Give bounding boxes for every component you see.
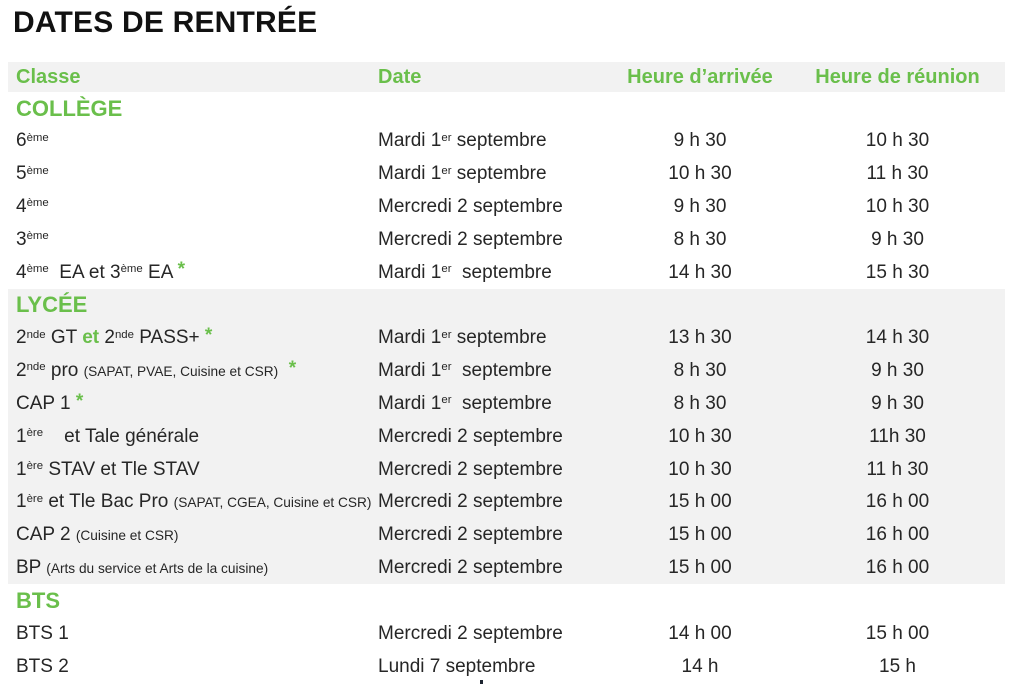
heure-arrivee-cell: 10 h 30 [668, 163, 732, 185]
heure-reunion-cell: 16 h 00 [865, 524, 930, 546]
text-segment: septembre [451, 327, 547, 349]
classe-cell [8, 196, 378, 218]
text-segment: 1 [16, 458, 27, 480]
table-row [8, 125, 1005, 158]
heure-arrivee-cell: 9 h 30 [673, 195, 727, 217]
text-segment: et [82, 327, 100, 349]
classe-cell [8, 259, 378, 284]
text-segment: 6 [16, 130, 27, 152]
heure-arrivee-cell: 10 h 30 [668, 425, 732, 447]
classe-cell [8, 623, 378, 645]
text-segment: Lundi 7 septembre [378, 655, 536, 677]
text-segment: 1 [16, 425, 27, 447]
column-header-classe: Classe [16, 65, 81, 88]
text-segment: Mardi 1 [378, 360, 442, 382]
date-cell [378, 196, 610, 218]
classe-cell [8, 459, 378, 481]
classe-cell [8, 327, 378, 349]
text-segment: Mardi 1 [378, 130, 442, 152]
table-body [8, 92, 1005, 683]
heure-reunion-cell: 11h 30 [869, 425, 926, 447]
date-cell [378, 130, 610, 152]
classe-cell [8, 426, 378, 448]
table-header-row [8, 62, 1005, 92]
text-segment: er [441, 131, 452, 144]
text-segment: Mercredi 2 septembre [378, 524, 563, 546]
text-segment: Mercredi 2 septembre [378, 458, 563, 480]
text-segment: septembre [451, 392, 552, 414]
date-cell [378, 393, 610, 415]
text-segment: ème [26, 262, 49, 275]
heure-arrivee-cell: 8 h 30 [673, 360, 727, 382]
classe-cell [8, 557, 378, 579]
text-segment: Mercredi 2 septembre [378, 195, 563, 217]
text-segment: nde [114, 328, 134, 341]
heure-arrivee-cell: 8 h 30 [673, 392, 727, 414]
column-header-heure-arrivee: Heure d’arrivée [627, 65, 773, 88]
text-segment: 2 [16, 327, 27, 349]
schedule-table [8, 62, 1005, 683]
table-row [8, 158, 1005, 191]
text-segment: er [441, 361, 452, 374]
text-segment: ème [120, 262, 143, 275]
heure-reunion-cell: 16 h 00 [865, 556, 930, 578]
text-segment: Mardi 1 [378, 261, 442, 283]
heure-reunion-cell: 10 h 30 [865, 195, 930, 217]
text-segment: BP [16, 556, 47, 578]
table-row [8, 486, 1005, 519]
text-segment: ère [26, 427, 44, 440]
text-segment: 4 [16, 261, 27, 283]
table-row [8, 519, 1005, 552]
asterisk-marker: * [177, 259, 186, 281]
text-segment: (Arts du service et Arts de la cuisine) [46, 560, 269, 576]
date-cell [378, 524, 610, 546]
text-segment: CAP 1 [16, 392, 76, 414]
table-row [8, 223, 1005, 256]
text-segment: septembre [451, 360, 552, 382]
classe-cell [8, 491, 378, 513]
table-row [8, 650, 1005, 683]
heure-reunion-cell: 14 h 30 [865, 327, 930, 349]
text-segment: BTS 2 [16, 655, 69, 677]
stray-mark [480, 680, 483, 684]
text-segment: septembre [451, 130, 547, 152]
table-row [8, 388, 1005, 421]
section-header-bts: BTS [16, 587, 60, 613]
text-segment: nde [26, 361, 46, 374]
date-cell [378, 656, 610, 678]
heure-reunion-cell: 9 h 30 [871, 392, 924, 414]
table-row [8, 420, 1005, 453]
date-cell [378, 360, 610, 382]
text-segment: pro [45, 360, 84, 382]
text-segment: Mardi 1 [378, 327, 442, 349]
column-header-heure-reunion: Heure de réunion [815, 65, 980, 88]
text-segment: ème [26, 197, 49, 210]
table-row [8, 453, 1005, 486]
text-segment: ème [26, 164, 49, 177]
date-cell [378, 229, 610, 251]
text-segment: et Tle Bac Pro [43, 491, 174, 513]
heure-arrivee-cell: 13 h 30 [668, 327, 732, 349]
section-college [8, 92, 1005, 289]
text-segment: Mercredi 2 septembre [378, 556, 563, 578]
text-segment: septembre [451, 163, 547, 185]
heure-reunion-cell: 9 h 30 [871, 228, 924, 250]
text-segment [278, 360, 289, 381]
heure-reunion-cell: 15 h 30 [865, 261, 930, 283]
text-segment: 2 [16, 360, 27, 382]
text-segment: er [441, 164, 452, 177]
table-row [8, 355, 1005, 388]
heure-arrivee-cell: 14 h 00 [668, 622, 732, 644]
text-segment: ème [26, 230, 49, 243]
page-title: DATES DE RENTRÉE [13, 6, 318, 39]
date-cell [378, 163, 610, 185]
text-segment: nde [26, 328, 46, 341]
text-segment: (SAPAT, CGEA, Cuisine et CSR) [173, 495, 372, 511]
date-cell [378, 557, 610, 579]
text-segment: 2 [99, 327, 115, 349]
table-row [8, 256, 1005, 289]
text-segment: er [441, 328, 452, 341]
classe-cell [8, 524, 378, 546]
heure-reunion-cell: 11 h 30 [866, 458, 929, 480]
text-segment: CAP 2 [16, 524, 76, 546]
text-segment: STAV et Tle STAV [43, 458, 200, 480]
text-segment: ère [26, 492, 44, 505]
heure-arrivee-cell: 9 h 30 [673, 130, 727, 152]
text-segment: Mercredi 2 septembre [378, 622, 563, 644]
heure-reunion-cell: 16 h 00 [865, 491, 930, 513]
text-segment: Mercredi 2 septembre [378, 425, 563, 447]
text-segment: Mardi 1 [378, 163, 442, 185]
text-segment: 1 [16, 491, 27, 513]
heure-arrivee-cell: 14 h [681, 655, 719, 677]
heure-reunion-cell: 11 h 30 [866, 163, 929, 185]
heure-arrivee-cell: 15 h 00 [668, 524, 732, 546]
classe-cell [8, 229, 378, 251]
heure-reunion-cell: 10 h 30 [865, 130, 930, 152]
heure-arrivee-cell: 15 h 00 [668, 491, 732, 513]
section-bts [8, 584, 1005, 683]
date-cell [378, 426, 610, 448]
text-segment: GT [45, 327, 83, 349]
heure-arrivee-cell: 15 h 00 [668, 556, 732, 578]
text-segment: 4 [16, 195, 27, 217]
asterisk-marker: * [204, 325, 213, 347]
text-segment: ème [26, 131, 49, 144]
text-segment: et Tale générale [43, 425, 200, 447]
date-cell [378, 623, 610, 645]
text-segment: PASS+ [133, 327, 205, 349]
table-row [8, 552, 1005, 585]
text-segment: EA et 3 [48, 261, 121, 283]
section-header-college: COLLÈGE [16, 95, 123, 121]
text-segment: septembre [451, 261, 552, 283]
date-cell [378, 491, 610, 513]
asterisk-marker: * [288, 357, 297, 379]
section-lycee [8, 289, 1005, 584]
classe-cell [8, 357, 378, 382]
text-segment: (SAPAT, PVAE, Cuisine et CSR) [83, 364, 279, 380]
text-segment: ère [26, 459, 44, 472]
text-segment: 3 [16, 228, 27, 250]
text-segment: 5 [16, 163, 27, 185]
date-cell [378, 262, 610, 284]
section-header-lycee: LYCÉE [16, 292, 88, 318]
text-segment: Mercredi 2 septembre [378, 491, 563, 513]
asterisk-marker: * [75, 390, 84, 412]
text-segment: EA [142, 261, 178, 283]
text-segment: Mercredi 2 septembre [378, 228, 563, 250]
table-row [8, 617, 1005, 650]
heure-arrivee-cell: 8 h 30 [673, 228, 727, 250]
heure-reunion-cell: 15 h 00 [865, 622, 930, 644]
heure-reunion-cell: 15 h [879, 655, 916, 677]
classe-cell [8, 130, 378, 152]
classe-cell [8, 390, 378, 415]
text-segment: Mardi 1 [378, 392, 442, 414]
text-segment: (Cuisine et CSR) [75, 528, 179, 544]
text-segment: er [441, 394, 452, 407]
heure-arrivee-cell: 10 h 30 [668, 458, 732, 480]
table-row [8, 191, 1005, 224]
heure-reunion-cell: 9 h 30 [871, 360, 924, 382]
classe-cell [8, 163, 378, 185]
table-row [8, 322, 1005, 355]
column-header-date: Date [378, 65, 422, 88]
date-cell [378, 459, 610, 481]
classe-cell [8, 656, 378, 678]
date-cell [378, 327, 610, 349]
heure-arrivee-cell: 14 h 30 [668, 261, 732, 283]
text-segment: BTS 1 [16, 622, 69, 644]
text-segment: er [441, 262, 452, 275]
